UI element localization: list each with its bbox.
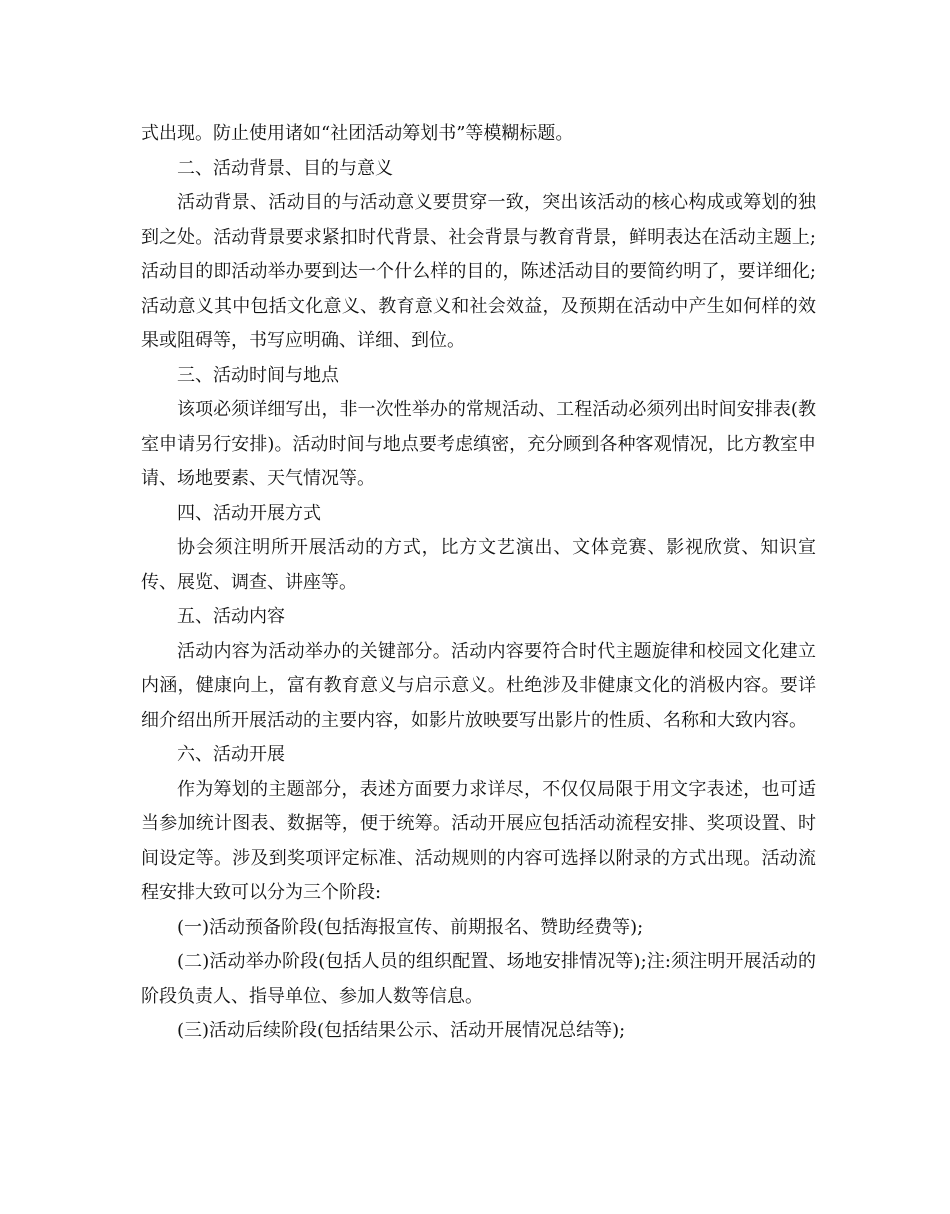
section-heading-background: 二、活动背景、目的与意义: [177, 157, 393, 179]
paragraph-background: 活动背景、活动目的与活动意义要贯穿一致，突出该活动的核心构成或筹划的独到之处。活动背景要求紧扣时代背景、社会背景与教育背景，鲜明表达在活动主题上;活动目的即活动举办要到达一个什么样的目的，陈述活动目的要简约明了，要详细化;活动意义其中包括文化意义、教育意义和社会效益，及预期在活动中产生如何样的效果或阻碍等，书写应明确、详细、到位。: [141, 192, 816, 351]
section-heading-execution: 六、活动开展: [177, 744, 285, 765]
paragraph-title-guidance: 式出现。防止使用诸如“社团活动筹划书”等模糊标题。: [141, 123, 574, 144]
paragraph-execution: 作为筹划的主题部分，表述方面要力求详尽，不仅仅局限于用文字表述，也可适当参加统计图表、数据等，便于统筹。活动开展应包括活动流程安排、奖项设置、时间设定等。涉及到奖项评定标准、活动规则的内容可选择以附录的方式出现。活动流程安排大致可以分为三个阶段:: [141, 778, 816, 903]
section-heading-time-place: 三、活动时间与地点: [177, 364, 339, 386]
list-item-stage-2: (二)活动举办阶段(包括人员的组织配置、场地安排情况等);注:须注明开展活动的阶段负责人、指导单位、参加人数等信息。: [141, 951, 816, 1007]
list-item-stage-3: (三)活动后续阶段(包括结果公示、活动开展情况总结等);: [177, 1020, 626, 1041]
section-heading-content: 五、活动内容: [177, 606, 285, 627]
paragraph-time-place: 该项必须详细写出，非一次性举办的常规活动、工程活动必须列出时间安排表(教室申请另行安排)。活动时间与地点要考虑缜密，充分顾到各种客观情况，比方教室申请、场地要素、天气情况等。: [141, 399, 816, 489]
paragraph-content: 活动内容为活动举办的关键部分。活动内容要符合时代主题旋律和校园文化建立内涵，健康向上，富有教育意义与启示意义。杜绝涉及非健康文化的消极内容。要详细介绍出所开展活动的主要内容，如影片放映要写出影片的性质、名称和大致内容。: [141, 640, 816, 731]
document-body: [141, 117, 816, 1049]
list-item-stage-1: (一)活动预备阶段(包括海报宣传、前期报名、赞助经费等);: [177, 916, 644, 938]
section-heading-method: 四、活动开展方式: [177, 502, 321, 524]
paragraph-method: 协会须注明所开展活动的方式，比方文艺演出、文体竞赛、影视欣赏、知识宣传、展览、调查、讲座等。: [141, 537, 816, 593]
